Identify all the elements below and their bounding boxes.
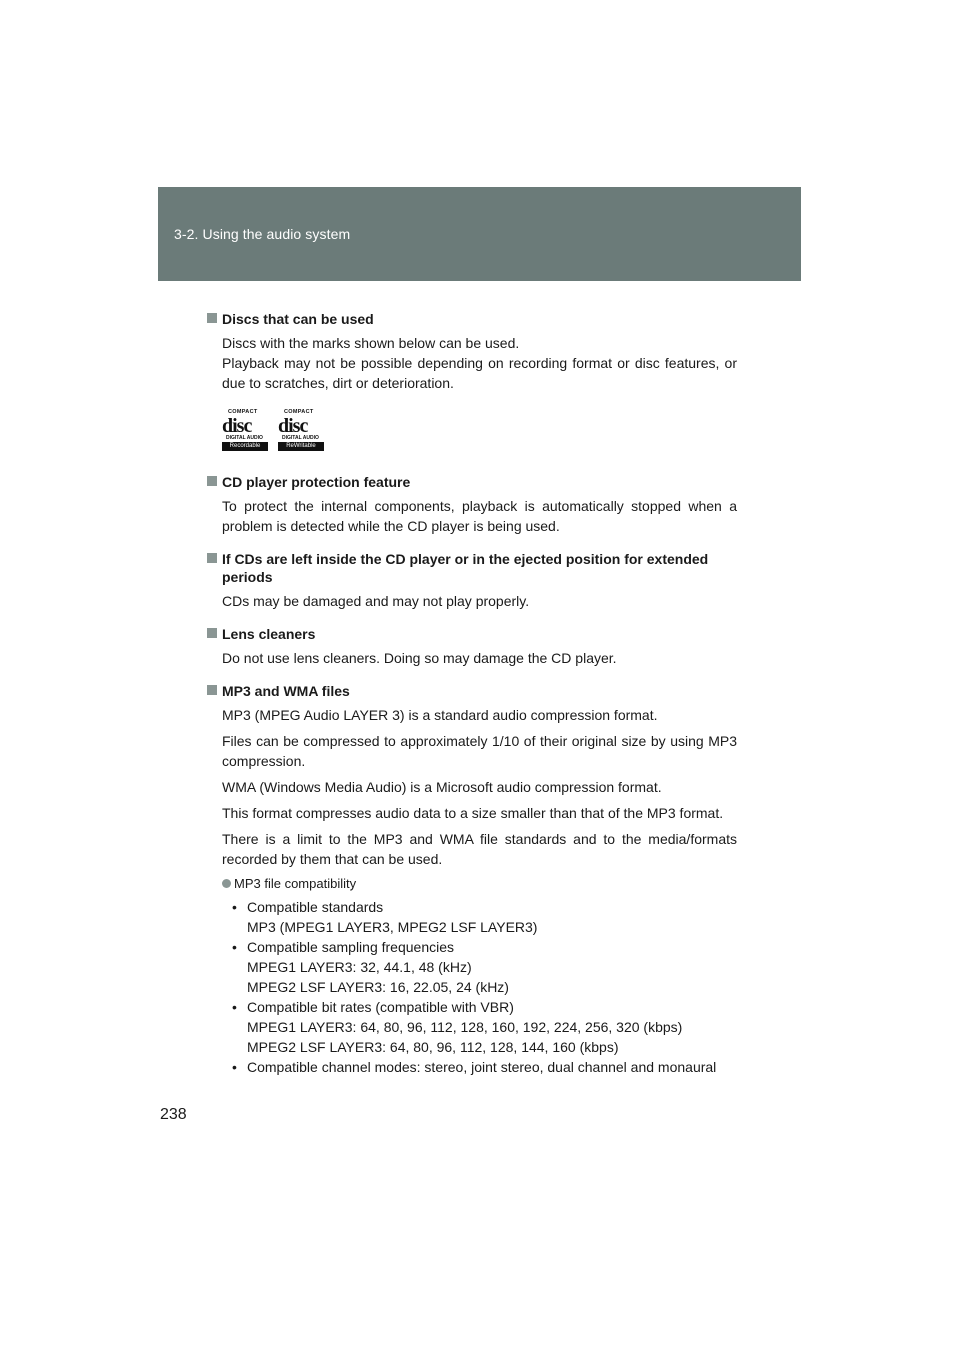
paragraph: CDs may be damaged and may not play properly. <box>222 593 530 609</box>
spec-value: MPEG1 LAYER3: 64, 80, 96, 112, 128, 160, 192, 224, 256, 320 (kbps) <box>247 1019 683 1035</box>
paragraph: Files can be compressed to approximately 1/10 of their original size by using MP3 compression. <box>222 733 737 769</box>
heading-lens-cleaners <box>207 625 737 643</box>
paragraph: There is a limit to the MP3 and WMA file standards and to the media/formats recorded by them that can be used. <box>222 831 737 867</box>
paragraph: This format compresses audio data to a size smaller than that of the MP3 format. <box>222 805 724 821</box>
disc-logos <box>207 409 737 453</box>
spec-value: MPEG2 LSF LAYER3: 64, 80, 96, 112, 128, 144, 160 (kbps) <box>247 1039 619 1055</box>
page-number: 238 <box>160 1106 187 1123</box>
heading-text: CD player protection feature <box>222 474 411 490</box>
cd-recordable-logo <box>222 409 268 453</box>
logo-text: DIGITAL AUDIO <box>282 435 319 441</box>
heading-mp3-wma <box>207 682 737 700</box>
paragraph: Discs with the marks shown below can be used. <box>222 335 520 351</box>
spec-label: Compatible sampling frequencies <box>247 939 454 955</box>
list-item <box>232 897 737 937</box>
heading-discs <box>207 310 737 328</box>
bullet-icon: • <box>232 939 237 955</box>
section-header-band <box>158 187 801 281</box>
logo-text: disc <box>278 415 308 437</box>
bullet-icon: • <box>232 999 237 1015</box>
heading-text: Lens cleaners <box>222 626 316 642</box>
list-item <box>232 997 737 1057</box>
bullet-icon: • <box>232 1059 237 1075</box>
circle-bullet-icon <box>222 879 231 888</box>
logo-tag: Recordable <box>222 442 268 451</box>
logo-text: COMPACT <box>284 409 314 415</box>
paragraph: To protect the internal components, playback is automatically stopped when a problem is detected while the CD player is being used. <box>222 498 737 534</box>
heading-mp3-compatibility <box>207 875 737 893</box>
spec-label: Compatible bit rates (compatible with VBR) <box>247 999 514 1015</box>
list-item <box>232 937 737 997</box>
heading-text: Discs that can be used <box>222 311 374 327</box>
spec-value: MPEG1 LAYER3: 32, 44.1, 48 (kHz) <box>247 959 472 975</box>
heading-protection <box>207 473 737 491</box>
page-content <box>207 310 737 1077</box>
logo-text: disc <box>222 415 252 437</box>
spec-list <box>207 897 737 1077</box>
spec-value: MPEG2 LSF LAYER3: 16, 22.05, 24 (kHz) <box>247 979 509 995</box>
square-bullet-icon <box>207 628 217 638</box>
square-bullet-icon <box>207 685 217 695</box>
square-bullet-icon <box>207 313 217 323</box>
logo-text: COMPACT <box>228 409 258 415</box>
spec-label: Compatible standards <box>247 899 384 915</box>
bullet-icon: • <box>232 899 237 915</box>
section-title: 3-2. Using the audio system <box>174 226 351 242</box>
heading-text: If CDs are left inside the CD player or in the ejected position for extended periods <box>222 551 709 585</box>
logo-text: DIGITAL AUDIO <box>226 435 263 441</box>
logo-tag: ReWritable <box>278 442 324 451</box>
paragraph: WMA (Windows Media Audio) is a Microsoft audio compression format. <box>222 779 662 795</box>
paragraph: Do not use lens cleaners. Doing so may damage the CD player. <box>222 650 617 666</box>
square-bullet-icon <box>207 553 217 563</box>
heading-text: MP3 and WMA files <box>222 683 350 699</box>
paragraph: MP3 (MPEG Audio LAYER 3) is a standard audio compression format. <box>222 707 658 723</box>
paragraph: Playback may not be possible depending on recording format or disc features, or due to scratches, dirt or deterioration. <box>222 355 737 391</box>
cd-rewritable-logo <box>278 409 324 453</box>
subheading-text: MP3 file compatibility <box>234 876 357 891</box>
square-bullet-icon <box>207 476 217 486</box>
list-item <box>232 1057 737 1077</box>
heading-left-inside <box>207 550 737 586</box>
spec-value: MP3 (MPEG1 LAYER3, MPEG2 LSF LAYER3) <box>247 919 538 935</box>
spec-label: Compatible channel modes: stereo, joint stereo, dual channel and monaural <box>247 1059 717 1075</box>
